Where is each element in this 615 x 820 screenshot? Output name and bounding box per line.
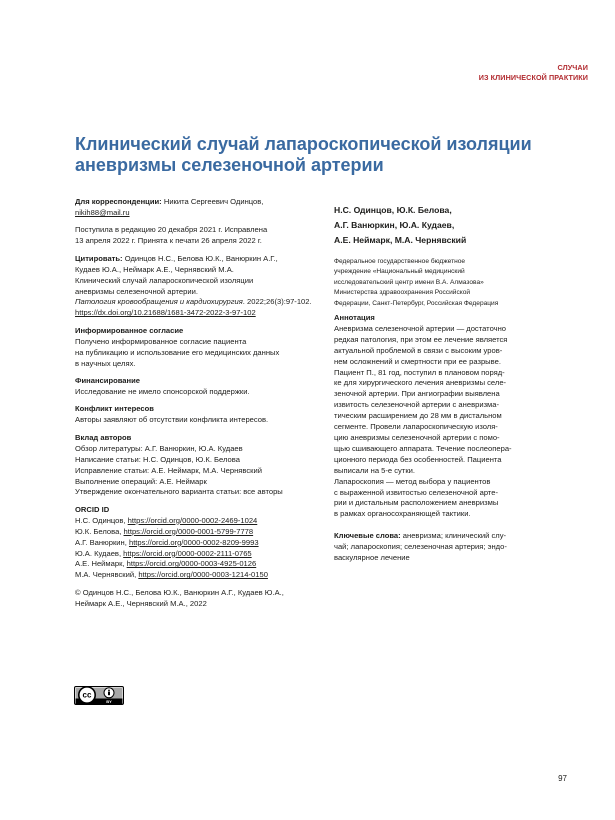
citation (75, 254, 325, 319)
received-line1: Поступила в редакцию 20 декабря 2021 г. Исправлена (75, 225, 268, 235)
conflict-heading: Конфликт интересов (75, 404, 154, 414)
abstract-line: редкая патология, при этом ее лечение является (334, 334, 508, 344)
citation-doi-link[interactable]: https://dx.doi.org/10.21688/1681-3472-2022-3-97-102 (75, 308, 256, 318)
abstract-heading: Аннотация (334, 313, 375, 323)
consent-text (75, 337, 325, 370)
consent-line2: на публикацию и использование его медицинских данных (75, 347, 280, 357)
correspondence-name: Никита Сергеевич Одинцов, (161, 197, 264, 206)
abstract-line: с выраженной извитостью селезеночной арте- (334, 487, 499, 497)
by-text: BY (106, 699, 112, 704)
orcid-author: Ю.К. Белова, (75, 526, 124, 536)
title-line2: аневризмы селезеночной артерии (75, 154, 384, 175)
abstract-line: цию аневризмы селезеночной артерии с помо- (334, 433, 500, 442)
abstract-line: извитость селезеночной артерии с аневризма- (334, 400, 500, 410)
copyright-line1: © Одинцов Н.С., Белова Ю.К., Ванюркин А.Г., Кудаев Ю.А., (75, 587, 284, 597)
citation-label: Цитировать: (75, 253, 123, 263)
keywords-line3: васкулярное лечение (334, 553, 410, 563)
abstract-line: тическим расширением до 28 мм в дистальном (334, 411, 502, 421)
cc-text: cc (82, 690, 92, 700)
abstract-line: выписали на 5-е сутки. (334, 465, 416, 475)
section-header (479, 63, 588, 82)
contributions-heading: Вклад авторов (75, 432, 132, 442)
page-number: 97 (558, 774, 567, 783)
cc-by-icon (74, 686, 124, 705)
abstract-line: в рамках органосохраняющей тактики. (334, 509, 471, 519)
correspondence-label: Для корреспонденции: (75, 197, 162, 206)
authors-line2: А.Г. Ванюркин, Ю.А. Кудаев, (334, 220, 455, 230)
aff-line: Федеральное государственное бюджетное (334, 258, 466, 265)
consent-line3: в научных целях. (75, 358, 136, 368)
author-list (334, 203, 571, 248)
abstract-line: Лапароскопия — метод выбора у пациентов (334, 476, 491, 486)
orcid-link[interactable]: https://orcid.org/0000-0002-2111-0765 (123, 548, 252, 558)
keywords-label: Ключевые слова: (334, 531, 401, 541)
orcid-link[interactable]: https://orcid.org/0000-0002-8209-9993 (128, 537, 259, 547)
citation-line3: Клинический случай лапароскопической изоляции (75, 275, 254, 285)
abstract-line: актуальной проблемой в связи с высоким уров- (334, 345, 503, 355)
correspondence-email-link[interactable]: nikih88@mail.ru (75, 207, 130, 217)
funding-text: Исследование не имело спонсорской поддержки. (75, 386, 250, 396)
aff-line: исследовательский центр имени В.А. Алмазова» (334, 278, 484, 286)
aff-line: Министерства здравоохранения Российской (334, 289, 471, 297)
copyright (75, 588, 325, 610)
orcid-heading: ORCID ID (75, 504, 110, 514)
keywords (334, 531, 571, 564)
abstract-paragraph-1 (334, 324, 571, 520)
citation-line4: аневризмы селезеночной артерии. (75, 286, 198, 296)
section-header-line1: СЛУЧАИ (557, 63, 588, 72)
aff-line: учреждение «Национальный медицинский (334, 268, 465, 276)
affiliation (334, 257, 571, 309)
contribution-item: Написание статьи: Н.С. Одинцов, Ю.К. Белова (75, 454, 240, 464)
abstract-line: сегменте. Провели лапароскопическую изоля- (334, 422, 498, 432)
abstract-line: рии и дистальным расположением аневризмы (334, 498, 499, 508)
orcid-author: М.А. Чернявский, (75, 570, 139, 580)
abstract-line: ке для хирургического лечения аневризмы селе- (334, 378, 507, 388)
funding-heading: Финансирование (75, 376, 140, 386)
contribution-item: Утверждение окончательного варианта статьи: все авторы (75, 487, 283, 497)
orcid-author: Ю.А. Кудаев, (75, 548, 124, 558)
section-header-line2: ИЗ КЛИНИЧЕСКОЙ ПРАКТИКИ (478, 72, 588, 82)
article-title (75, 134, 545, 175)
aff-line: Федерации, Санкт-Петербург, Российская Федерация (334, 299, 499, 307)
abstract-line: нем осложнений и смертности при ее разрыве. (334, 356, 501, 366)
citation-volume: . 2022;26(3):97-102. (242, 297, 312, 307)
left-column (75, 197, 325, 610)
abstract-line: щью сшивающего аппарата. Течение послеопера- (334, 443, 512, 453)
orcid-link[interactable]: https://orcid.org/0000-0001-5799-7778 (123, 526, 254, 536)
title-line1: Клинический случай лапароскопической изоляции (75, 134, 532, 154)
abstract-line: зеночной артерии. При ангиографии выявлена (334, 389, 500, 399)
citation-line2: Кудаев Ю.А., Неймарк А.Е., Чернявский М.А. (75, 264, 234, 274)
authors-line3: А.Е. Неймарк, М.А. Чернявский (334, 235, 467, 245)
keywords-line1: аневризма; клинический слу- (400, 531, 507, 541)
conflict-text: Авторы заявляют об отсутствии конфликта интересов. (75, 415, 269, 425)
orcid-author: А.Г. Ванюркин, (75, 537, 129, 547)
authors-line1: Н.С. Одинцов, Ю.К. Белова, (334, 205, 452, 215)
citation-journal: Патология кровообращения и кардиохирургия (75, 297, 243, 307)
orcid-list (75, 516, 325, 581)
contribution-item: Обзор литературы: А.Г. Ванюркин, Ю.А. Кудаев (75, 443, 243, 453)
orcid-link[interactable]: https://orcid.org/0000-0002-2469-1024 (127, 515, 258, 525)
orcid-link[interactable]: https://orcid.org/0000-0003-4925-0126 (126, 559, 257, 569)
copyright-line2: Неймарк А.Е., Чернявский М.А., 2022 (75, 598, 207, 608)
consent-heading: Информированное согласие (75, 325, 184, 335)
received-line2: 13 апреля 2022 г. Принята к печати 26 апреля 2022 г. (75, 236, 262, 246)
contribution-item: Выполнение операций: А.Е. Неймарк (75, 476, 207, 486)
consent-line1: Получено информированное согласие пациента (75, 336, 247, 346)
abstract-line: Пациент П., 81 год, поступил в плановом поряд- (334, 367, 505, 377)
received-dates (75, 225, 325, 247)
cc-by-license-badge[interactable] (74, 686, 124, 705)
contributions-list (75, 444, 325, 499)
correspondence (75, 197, 325, 208)
keywords-line2: чай; лапароскопия; селезеночная артерия; эндо- (334, 542, 507, 552)
orcid-author: А.Е. Неймарк, (75, 559, 127, 569)
contribution-item: Исправление статьи: А.Е. Неймарк, М.А. Чернявский (75, 465, 262, 475)
abstract-line: Аневризма селезеночной артерии — достаточно (334, 323, 507, 333)
orcid-author: Н.С. Одинцов, (75, 515, 128, 525)
orcid-link[interactable]: https://orcid.org/0000-0003-1214-0150 (138, 570, 268, 580)
citation-line1: Одинцов Н.С., Белова Ю.К., Ванюркин А.Г., (122, 253, 278, 263)
abstract-line: ционного периода без особенностей. Пациента (334, 454, 502, 464)
right-column (334, 203, 571, 564)
